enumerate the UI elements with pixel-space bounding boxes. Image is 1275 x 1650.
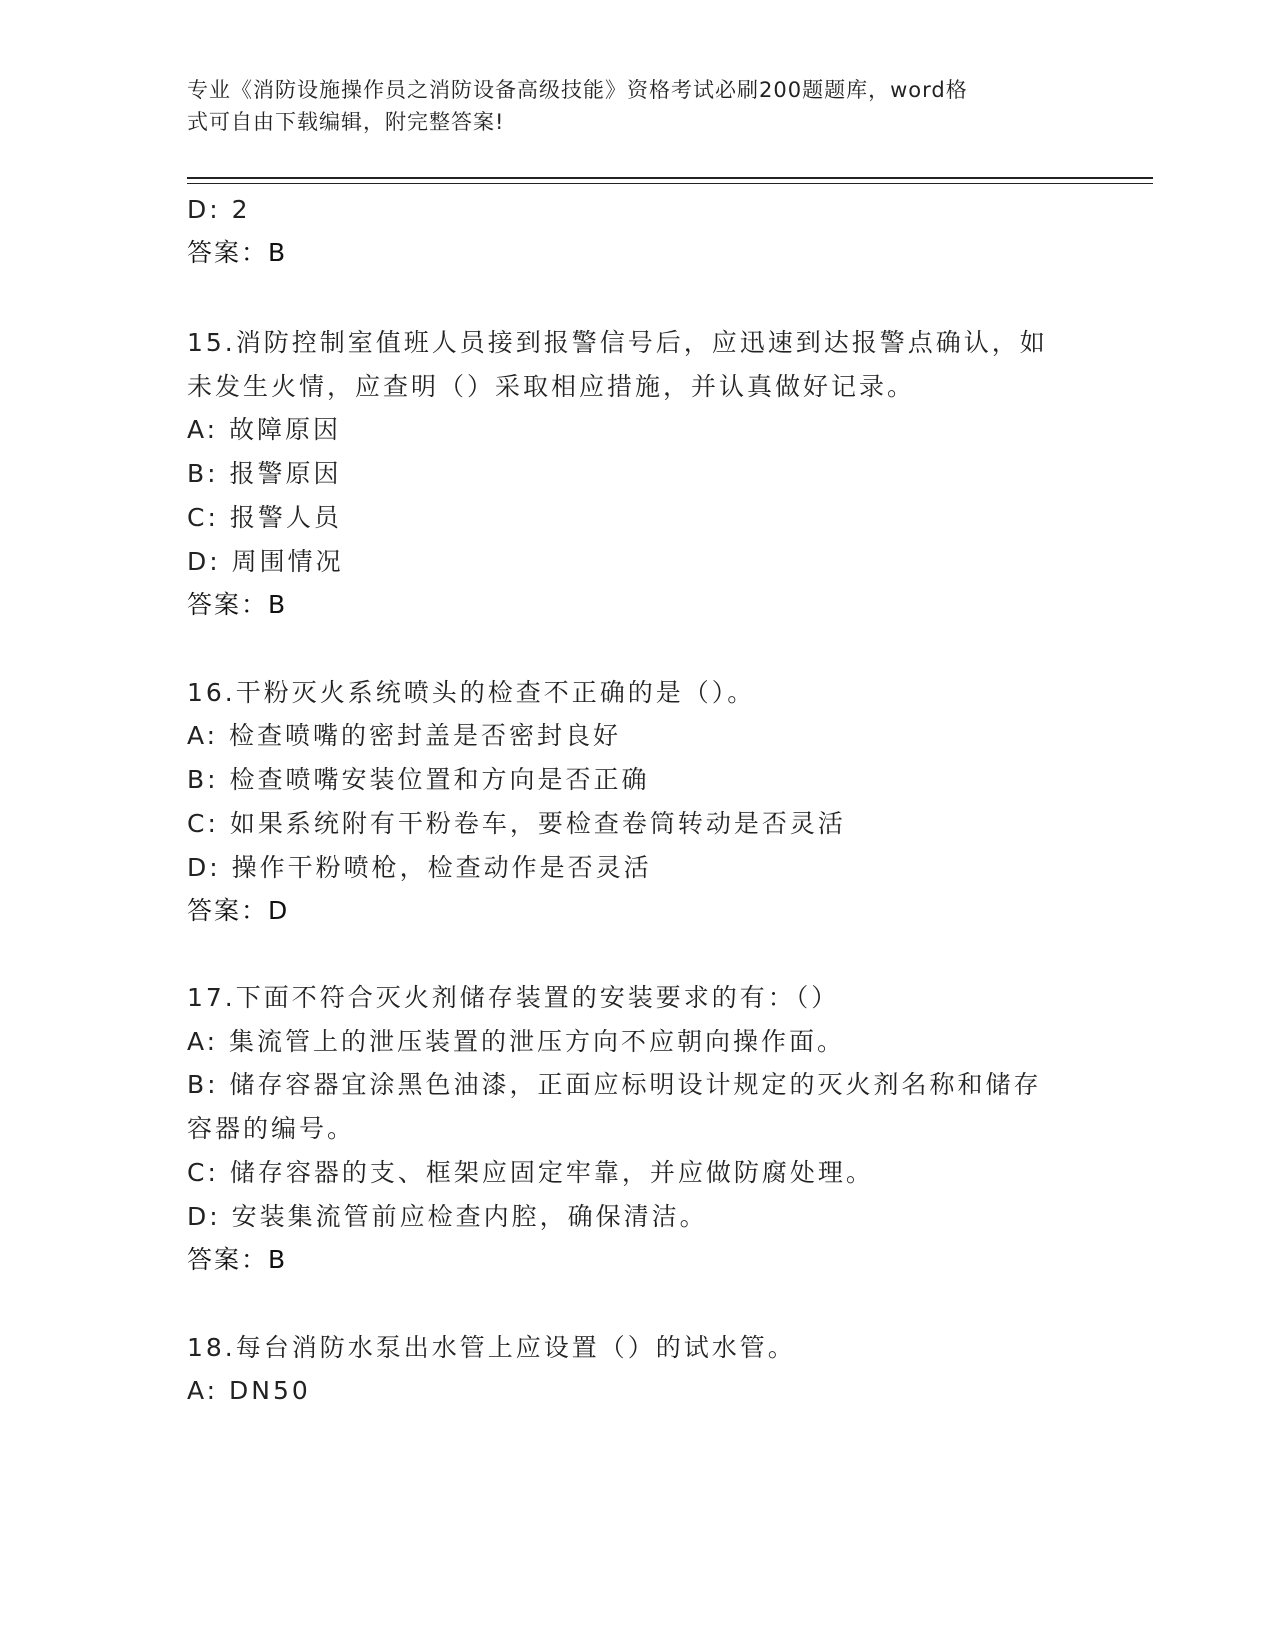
header-line-1: 专业《消防设施操作员之消防设备高级技能》资格考试必刷200题题库，word格 bbox=[187, 78, 968, 102]
q17-option-b-cont: 容器的编号。 bbox=[187, 1114, 356, 1143]
document-header bbox=[187, 74, 1087, 138]
q18-option-a: A: DN50 bbox=[187, 1376, 311, 1405]
q15-option-c: C: 报警人员 bbox=[187, 503, 342, 532]
q17-stem-line-1: 17.下面不符合灭火剂储存装置的安装要求的有：（） bbox=[187, 983, 840, 1012]
q16-option-a: A: 检查喷嘴的密封盖是否密封良好 bbox=[187, 721, 622, 750]
q16-option-d: D: 操作干粉喷枪，检查动作是否灵活 bbox=[187, 853, 652, 882]
q15-option-d: D: 周围情况 bbox=[187, 547, 344, 576]
q15-stem-line-2: 未发生火情，应查明（）采取相应措施，并认真做好记录。 bbox=[187, 372, 916, 401]
q15-answer: 答案：B bbox=[187, 590, 288, 619]
header-rule-thick bbox=[187, 177, 1153, 179]
prev-answer: 答案：B bbox=[187, 238, 288, 267]
header-rule-thin bbox=[187, 183, 1153, 184]
q15-option-b: B: 报警原因 bbox=[187, 459, 342, 488]
q17-option-b: B: 储存容器宜涂黑色油漆，正面应标明设计规定的灭火剂名称和储存 bbox=[187, 1070, 1042, 1099]
header-line-2: 式可自由下载编辑，附完整答案! bbox=[187, 110, 505, 134]
q16-stem-line-1: 16.干粉灭火系统喷头的检查不正确的是（）。 bbox=[187, 678, 756, 707]
q16-option-c: C: 如果系统附有干粉卷车，要检查卷筒转动是否灵活 bbox=[187, 809, 846, 838]
q17-option-d: D: 安装集流管前应检查内腔，确保清洁。 bbox=[187, 1202, 708, 1231]
q17-option-c: C: 储存容器的支、框架应固定牢靠，并应做防腐处理。 bbox=[187, 1158, 874, 1187]
q15-stem-line-1: 15.消防控制室值班人员接到报警信号后，应迅速到达报警点确认，如 bbox=[187, 328, 1048, 357]
q16-answer: 答案：D bbox=[187, 896, 290, 925]
q16-option-b: B: 检查喷嘴安装位置和方向是否正确 bbox=[187, 765, 650, 794]
q15-option-a: A: 故障原因 bbox=[187, 415, 342, 444]
q17-answer: 答案：B bbox=[187, 1245, 288, 1274]
prev-option-d: D: 2 bbox=[187, 195, 251, 224]
q18-stem-line-1: 18.每台消防水泵出水管上应设置（）的试水管。 bbox=[187, 1333, 796, 1362]
q17-option-a: A: 集流管上的泄压装置的泄压方向不应朝向操作面。 bbox=[187, 1027, 846, 1056]
